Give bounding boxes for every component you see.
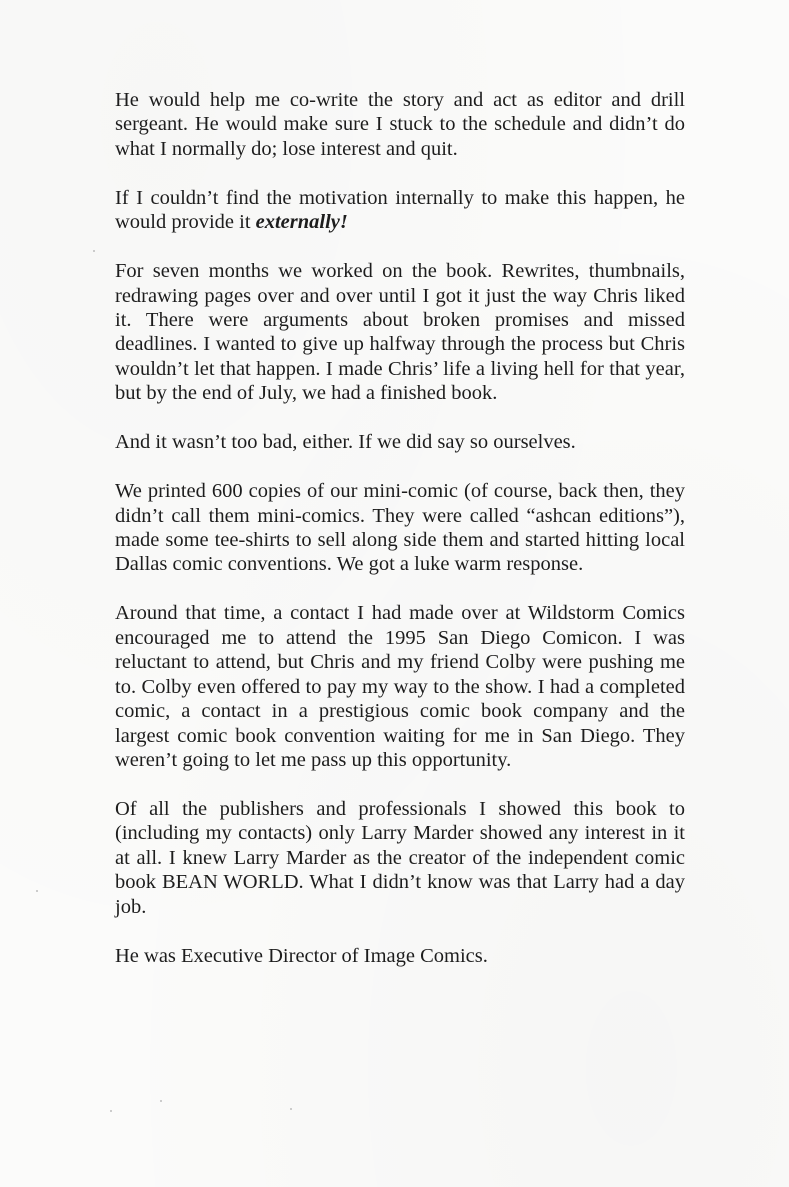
paper-speck	[160, 1100, 162, 1102]
paragraph-7: Of all the publishers and professionals I showed this book to (including my contacts) only Larry Marder showed any interest in it at all. I knew Larry Marder as the creator of the independent comic book BEAN WORLD. What I didn’t know was that Larry had a day job.	[115, 797, 685, 918]
paragraph-1: He would help me co-write the story and act as editor and drill sergeant. He would make sure I stuck to the schedule and didn’t do what I normally do; lose interest and quit.	[115, 89, 685, 160]
paragraph-6: Around that time, a contact I had made over at Wildstorm Comics encouraged me to attend the 1995 San Diego Comicon. I was reluctant to attend, but Chris and my friend Colby were pushing me to. Colby even offered to pay my way to the show. I had a completed comic, a contact in a prestigious comic book company and the largest comic book convention waiting for me in San Diego. They weren’t going to let me pass up this opportunity.	[115, 602, 685, 771]
paper-speck	[36, 890, 38, 892]
paragraph-2-text: If I couldn’t find the motivation internally to make this happen, he would provide it	[115, 186, 685, 234]
emphasized-word: externally!	[255, 211, 348, 234]
paper-speck	[110, 1110, 112, 1112]
paragraph-5: We printed 600 copies of our mini-comic (of course, back then, they didn’t call them mini-comics. They were called “ashcan editions”), made some tee-shirts to sell along side them and started hitting local Dallas comic conventions. We got a luke warm response.	[115, 480, 685, 576]
paragraph-4: And it wasn’t too bad, either. If we did say so ourselves.	[115, 431, 576, 454]
body-text	[115, 88, 685, 993]
paragraph-2	[115, 186, 685, 235]
paragraph-8: He was Executive Director of Image Comics.	[115, 944, 488, 967]
paragraph-3: For seven months we worked on the book. Rewrites, thumbnails, redrawing pages over and over until I got it just the way Chris liked it. There were arguments about broken promises and missed deadlines. I wanted to give up halfway through the process but Chris wouldn’t let that happen. I made Chris’ life a living hell for that year, but by the end of July, we had a finished book.	[115, 260, 685, 405]
paper-speck	[93, 250, 95, 252]
paper-speck	[290, 1108, 292, 1110]
